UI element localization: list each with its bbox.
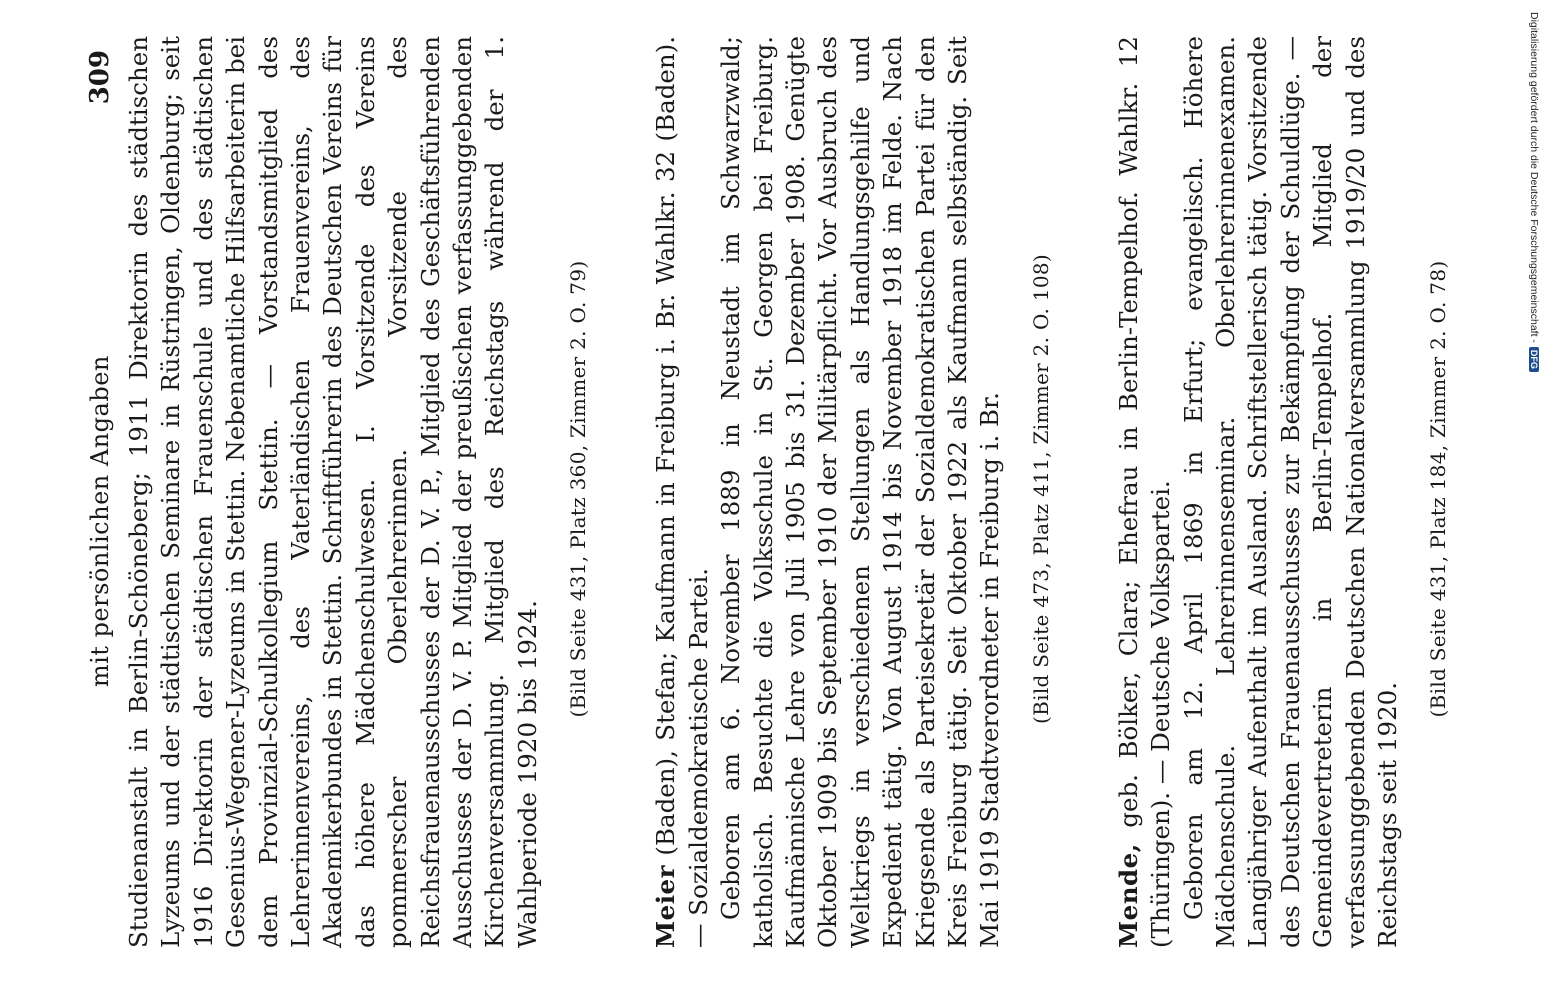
entry-paragraph: Studienanstalt in Berlin-Schöneberg; 1911 Direktorin des städtischen Lyzeums und der städtischen Seminare in Rüstringen, Oldenburg; seit 1916 Direktorin der städtischen Frauenschule und des städtischen Gesenius-Wegener-Lyzeums in Stettin. Nebenamtliche Hilfsarbeiterin bei dem Provinzial-Schulkollegium Stettin. — Vorstandsmitglied des Lehrerinnenvereins, des Vaterländischen Frauenvereins, des Akademikerbundes in Stettin. Schriftführerin des Deutschen Vereins für das höhere Mädchenschulwesen. I. Vorsitzende des Vereins pommerscher Oberlehrerinnen. Vorsitzende des Reichsfrauenausschusses der D. V. P., Mitglied des Geschäftsführenden Ausschusses der D. V. P. Mitglied der preußischen verfassunggebenden Kirchenversammlung. Mitglied des Reichstags während der 1. Wahlperiode 1920 bis 1924. [124,36,542,948]
page-header [85,50,115,938]
entry-name: Mende, [1113,843,1143,948]
entry-mende [1113,36,1405,948]
entry-meier [650,36,1006,948]
digitization-credit [1528,12,1540,372]
entry-intro: (Baden), Stefan; Kaufmann in Freiburg i. Br. Wahlkr. 32 (Baden). — Sozialdemokratische Partei. [651,36,713,948]
image-reference-caption: (Bild Seite 431, Platz 184, Zimmer 2. O. 78) [1426,260,1451,718]
credit-text: Digitalisierung gefördert durch die Deutsche Forschungsgemeinschaft - [1528,12,1540,343]
entry-heading [1113,36,1178,948]
entry-name: Meier [651,864,681,948]
entry-paragraph: Geboren am 12. April 1869 in Erfurt; evangelisch. Höhere Mädchenschule. Lehrerinnenseminar. Oberlehrerinnenexamen. Langjähriger Aufenthalt im Ausland. Schriftstellerisch tätig. Vorsitzende des Deutschen Frauenausschusses zur Bekämpfung der Schuldlüge. — Gemeindevertreterin in Berlin-Tempelhof. Mitglied der verfassunggebenden Deutschen Nationalversammlung 1919/20 und des Reichstags seit 1920. [1178,36,1402,948]
entry-heading [650,36,715,948]
entry-continuation [123,36,544,948]
entry-intro: geb. Bölker, Clara; Ehefrau in Berlin-Tempelhof. Wahlkr. 12 (Thüringen). — Deutsche Volkspartei. [1113,36,1176,948]
image-reference-caption: (Bild Seite 473, Platz 411, Zimmer 2. O. 108) [1028,254,1053,724]
entry-paragraph: Geboren am 6. November 1889 in Neustadt im Schwarzwald; katholisch. Besuchte die Volksschule in St. Georgen bei Freiburg. Kaufmännische Lehre von Juli 1905 bis 31. Dezember 1908. Genügte Oktober 1909 bis September 1910 der Militärpflicht. Vor Ausbruch des Weltkriegs in verschiedenen Stellungen als Handlungsgehilfe und Expedient tätig. Von August 1914 bis November 1918 im Felde. Nach Kriegsende als Parteisekretär der Sozialdemokratischen Partei für den Kreis Freiburg tätig. Seit Oktober 1922 als Kaufmann selbständig. Seit Mai 1919 Stadtverordneter in Freiburg i. Br. [716,36,1005,948]
page-number: 309 [85,50,115,105]
dfg-logo: DFG [1529,347,1539,372]
running-head: mit persönlichen Angaben [86,355,114,688]
image-reference-caption: (Bild Seite 431, Platz 360, Zimmer 2. O. 79) [566,260,591,718]
